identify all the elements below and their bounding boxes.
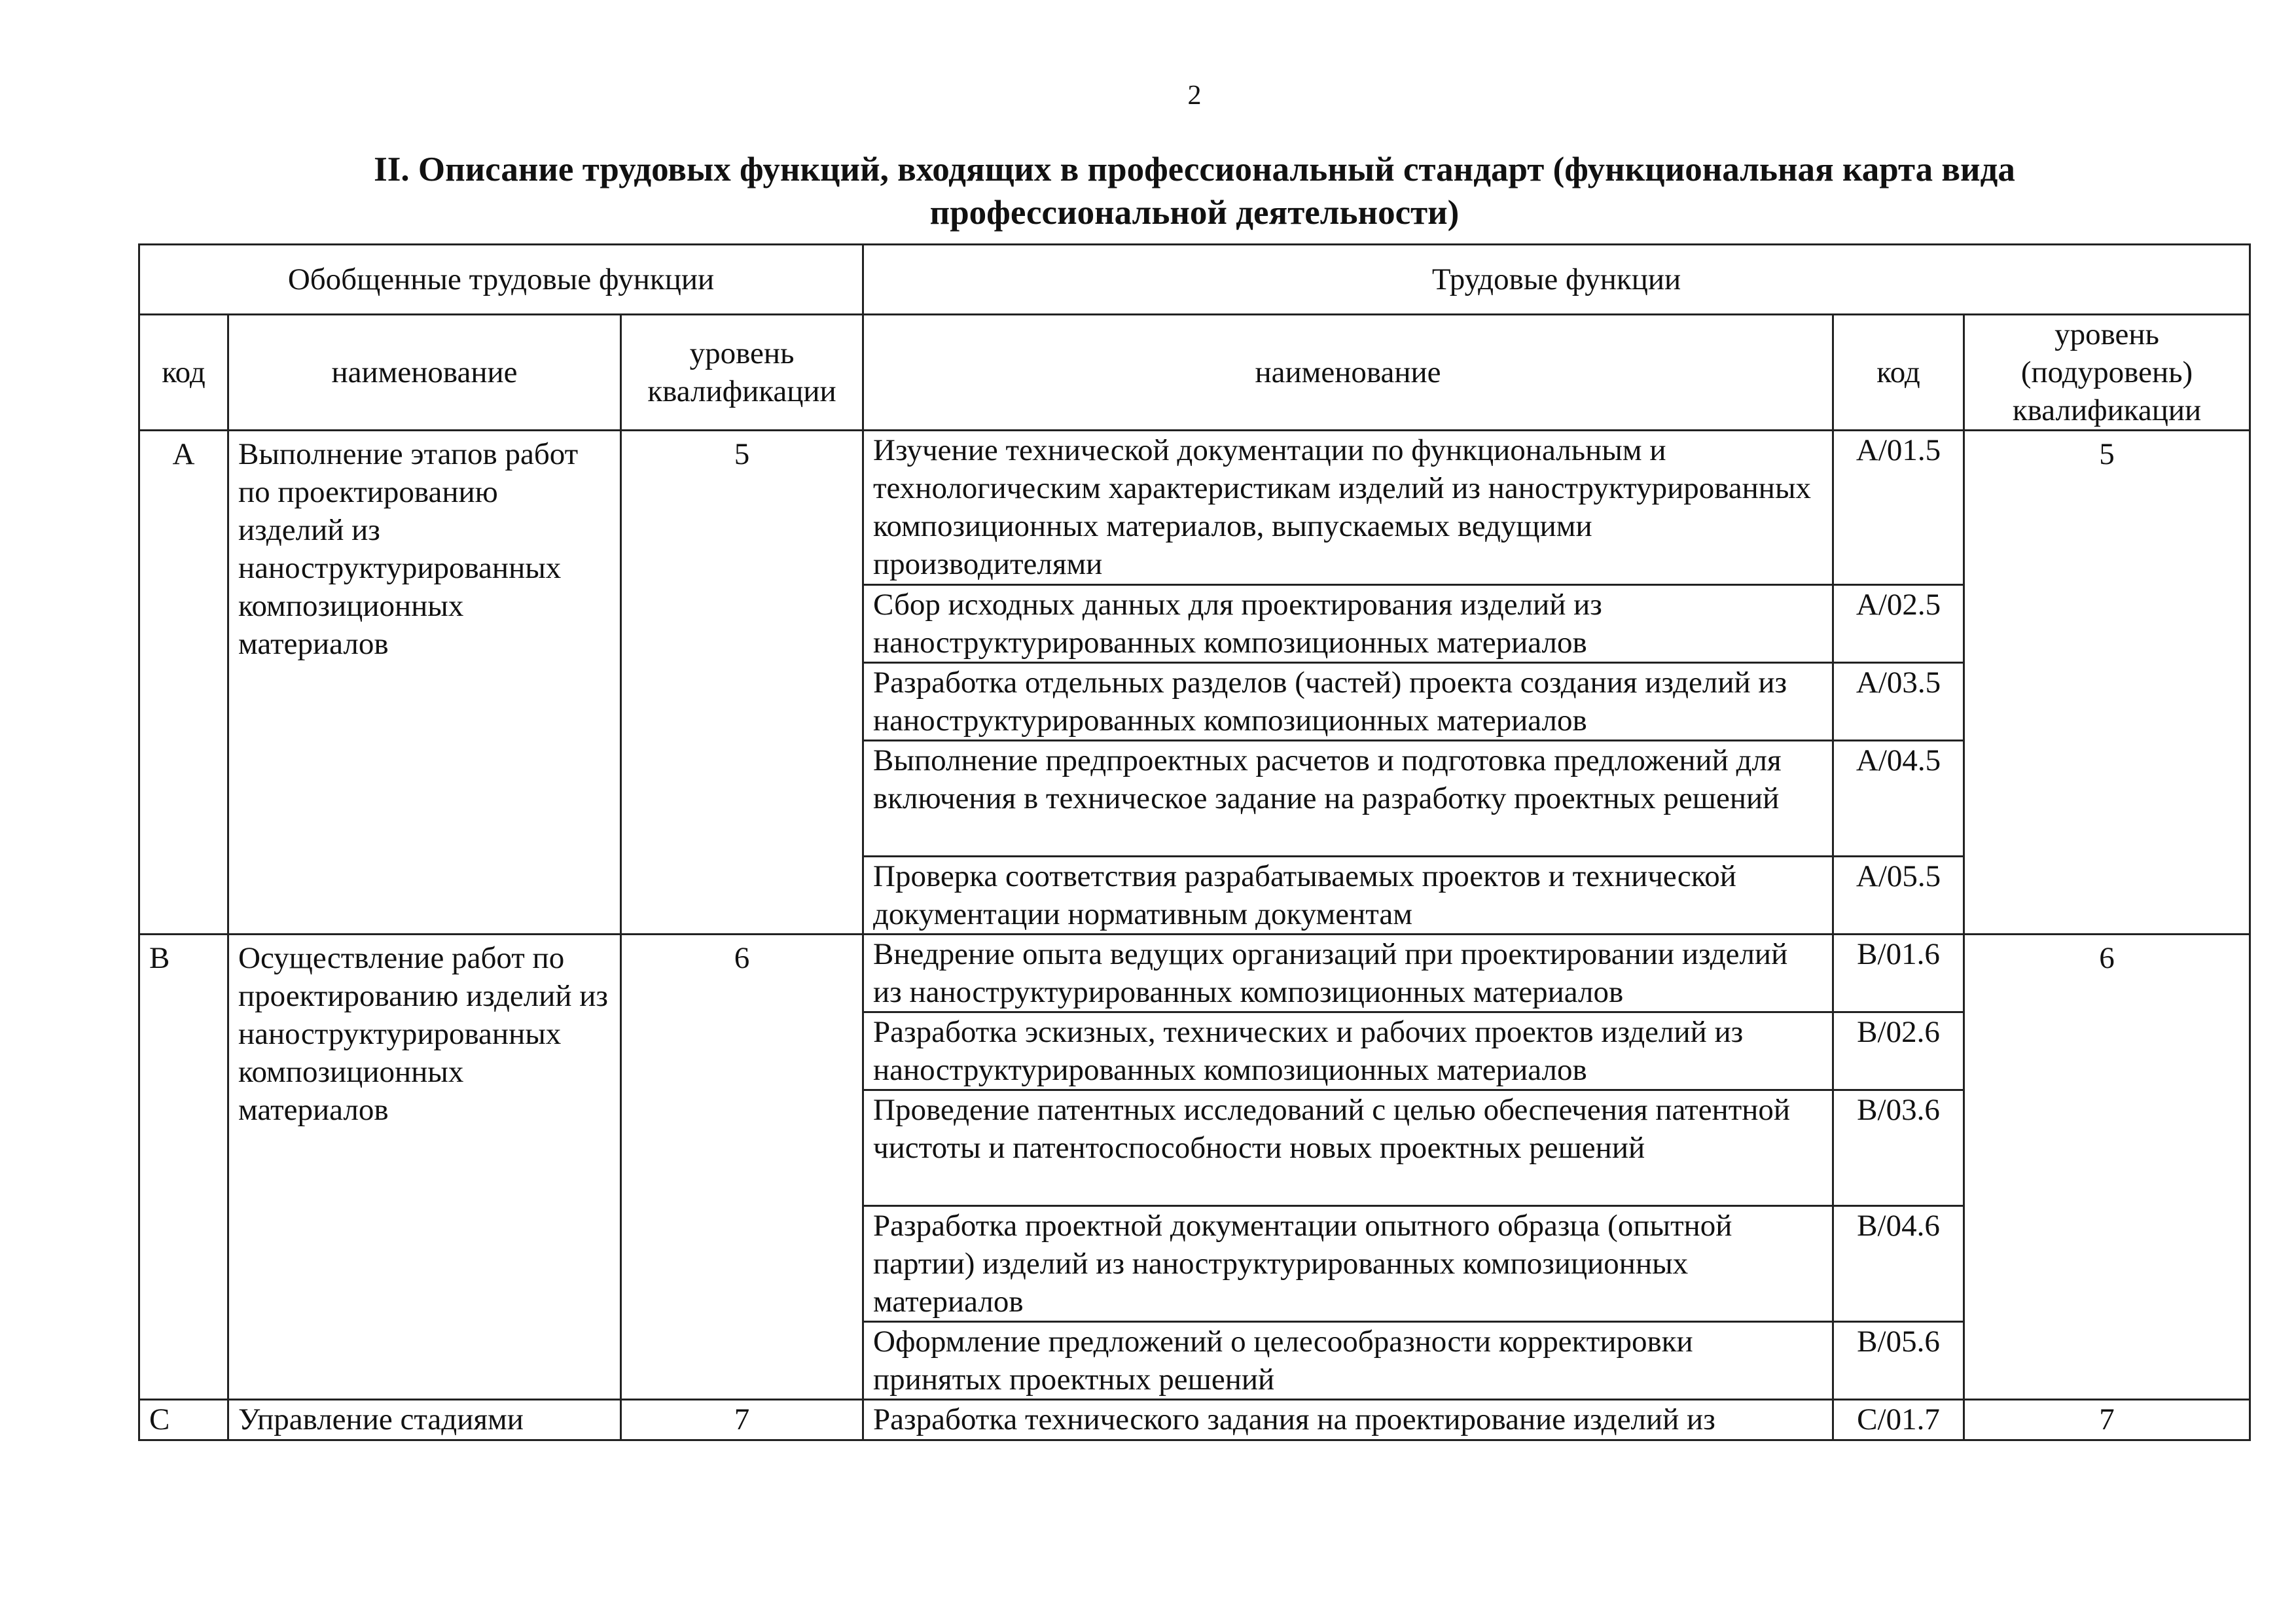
col-header-tf-code: код	[1833, 315, 1964, 431]
col-header-tf-level: уровень (подуровень) квалификации	[1964, 315, 2250, 431]
col-header-tf-name: наименование	[863, 315, 1833, 431]
labor-function-code: A/04.5	[1833, 741, 1964, 857]
gen-function-name: Выполнение этапов работ по проектированию изделий из наноструктурированных композиционных материалов	[228, 431, 621, 935]
col-header-gen-level: уровень квалификации	[621, 315, 863, 431]
gen-function-level: 5	[621, 431, 863, 935]
labor-function-code: B/04.6	[1833, 1206, 1964, 1322]
col-header-gen-name: наименование	[228, 315, 621, 431]
table-row	[139, 935, 2250, 1012]
labor-function-code: A/01.5	[1833, 431, 1964, 585]
labor-function-name: Разработка отдельных разделов (частей) проекта создания изделий из наноструктурированных композиционных материалов	[863, 663, 1833, 741]
page-number: 2	[1187, 80, 1202, 111]
labor-function-code: A/02.5	[1833, 585, 1964, 663]
section-heading-line2: профессиональной деятельности)	[929, 194, 1460, 232]
labor-function-name: Внедрение опыта ведущих организаций при проектировании изделий из наноструктурированных композиционных материалов	[863, 935, 1833, 1012]
labor-function-code: B/02.6	[1833, 1012, 1964, 1090]
labor-function-code: C/01.7	[1833, 1400, 1964, 1440]
gen-function-code: B	[139, 935, 228, 1400]
table-row	[139, 1400, 2250, 1440]
labor-function-name: Изучение технической документации по функциональным и технологическим характеристикам изделий из наноструктурированных композиционных материалов, выпускаемых ведущими производителями	[863, 431, 1833, 585]
section-heading	[131, 148, 2258, 234]
labor-function-code: B/05.6	[1833, 1322, 1964, 1400]
labor-function-name: Разработка технического задания на проектирование изделий из	[863, 1400, 1833, 1440]
header-labor-functions: Трудовые функции	[863, 245, 2250, 315]
gen-function-level: 6	[621, 935, 863, 1400]
labor-function-level: 5	[1964, 431, 2250, 935]
labor-function-name: Проведение патентных исследований с целью обеспечения патентной чистоты и патентоспособности новых проектных решений	[863, 1090, 1833, 1206]
gen-function-name: Осуществление работ по проектированию изделий из наноструктурированных композиционных материалов	[228, 935, 621, 1400]
labor-function-name: Проверка соответствия разрабатываемых проектов и технической документации нормативным документам	[863, 857, 1833, 935]
column-header-row	[139, 315, 2250, 431]
labor-function-name: Оформление предложений о целесообразности корректировки принятых проектных решений	[863, 1322, 1833, 1400]
labor-function-code: B/01.6	[1833, 935, 1964, 1012]
functional-map-table	[138, 243, 2251, 1441]
gen-function-code: C	[139, 1400, 228, 1440]
labor-function-name: Разработка эскизных, технических и рабочих проектов изделий из наноструктурированных композиционных материалов	[863, 1012, 1833, 1090]
group-header-row	[139, 245, 2250, 315]
labor-function-name: Выполнение предпроектных расчетов и подготовка предложений для включения в техническое задание на разработку проектных решений	[863, 741, 1833, 857]
gen-function-level: 7	[621, 1400, 863, 1440]
gen-function-name: Управление стадиями	[228, 1400, 621, 1440]
labor-function-level: 7	[1964, 1400, 2250, 1440]
gen-function-code: A	[139, 431, 228, 935]
col-header-gen-code: код	[139, 315, 228, 431]
labor-function-name: Разработка проектной документации опытного образца (опытной партии) изделий из наноструктурированных композиционных материалов	[863, 1206, 1833, 1322]
section-heading-line1: II. Описание трудовых функций, входящих в профессиональный стандарт (функциональная карта вида	[374, 151, 2015, 188]
table-row	[139, 431, 2250, 585]
labor-function-code: B/03.6	[1833, 1090, 1964, 1206]
labor-function-name: Сбор исходных данных для проектирования изделий из наноструктурированных композиционных материалов	[863, 585, 1833, 663]
labor-function-level: 6	[1964, 935, 2250, 1400]
labor-function-code: A/03.5	[1833, 663, 1964, 741]
header-generalized-functions: Обобщенные трудовые функции	[139, 245, 863, 315]
labor-function-code: A/05.5	[1833, 857, 1964, 935]
